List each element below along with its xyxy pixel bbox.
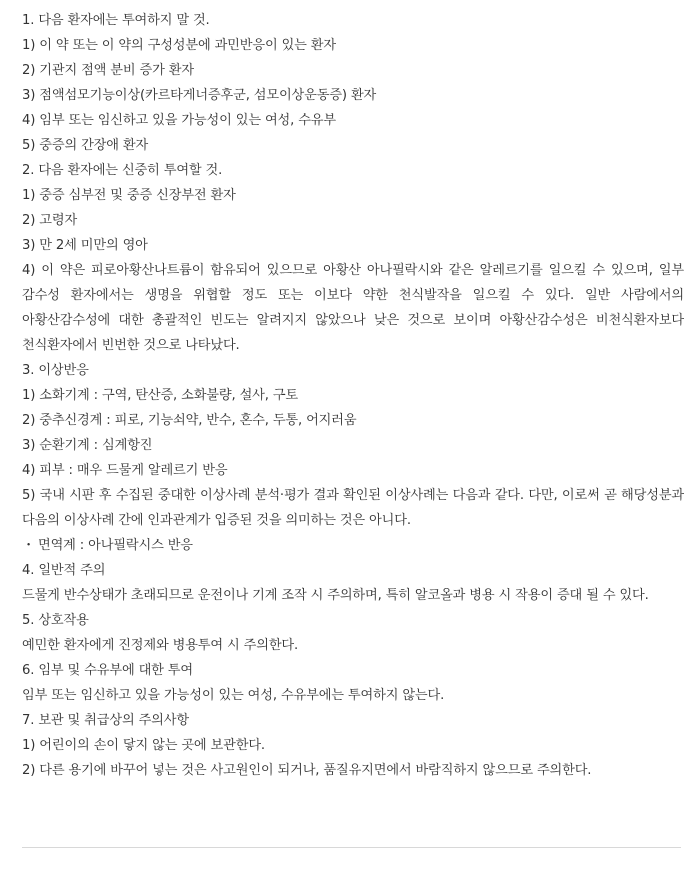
section-4-text: 드물게 반수상태가 초래되므로 운전이나 기계 조작 시 주의하며, 특히 알코올과 병용 시 작용이 증대 될 수 있다. <box>22 588 649 603</box>
section-3-bullet-item <box>22 533 684 558</box>
section-1-item-2: 2) 기관지 점액 분비 증가 환자 <box>22 63 194 78</box>
section-3-bullet-text: 면역계 : 아나필락시스 반응 <box>38 538 193 553</box>
section-2-item-3: 3) 만 2세 미만의 영아 <box>22 238 148 253</box>
section-6-title: 6. 임부 및 수유부에 대한 투여 <box>22 663 193 678</box>
section-2-item-4: 4) 이 약은 피로아황산나트륨이 함유되어 있으므로 아황산 아나필락시와 같은 알레르기를 일으킬 수 있으며, 일부 감수성 환자에서는 생명을 위협할 정도 또는 이보다 약한 천식발작을 일으킬 수 있다. 일반 사람에서의 아황산감수성에 대한 총괄적인 빈도는 알려지지 않았으나 낮은 것으로 보이며 아황산감수성은 비천식환자보다 천식환자에서 빈번한 것으로 나타났다. <box>22 263 684 353</box>
section-3-item-3: 3) 순환기계 : 심계항진 <box>22 438 153 453</box>
section-5-title: 5. 상호작용 <box>22 613 89 628</box>
bottom-divider <box>22 847 681 848</box>
bullet-icon: ・ <box>22 538 36 553</box>
section-3-item-2: 2) 중추신경계 : 피로, 기능쇠약, 반수, 혼수, 두통, 어지러움 <box>22 413 357 428</box>
section-2-item-1: 1) 중증 심부전 및 중증 신장부전 환자 <box>22 188 236 203</box>
section-3-item-5: 5) 국내 시판 후 수집된 중대한 이상사례 분석·평가 결과 확인된 이상사례는 다음과 같다. 다만, 이로써 곧 해당성분과 다음의 이상사례 간에 인과관계가 입증된 것을 의미하는 것은 아니다. <box>22 488 684 528</box>
section-3-item-4: 4) 피부 : 매우 드물게 알레르기 반응 <box>22 463 228 478</box>
section-3-item-1: 1) 소화기계 : 구역, 탄산증, 소화불량, 설사, 구토 <box>22 388 299 403</box>
section-1-item-1: 1) 이 약 또는 이 약의 구성성분에 과민반응이 있는 환자 <box>22 38 336 53</box>
section-7-title: 7. 보관 및 취급상의 주의사항 <box>22 713 189 728</box>
section-2-title: 2. 다음 환자에는 신중히 투여할 것. <box>22 163 223 178</box>
section-3-title: 3. 이상반응 <box>22 363 89 378</box>
section-1-item-5: 5) 중증의 간장애 환자 <box>22 138 149 153</box>
section-1-item-4: 4) 임부 또는 임신하고 있을 가능성이 있는 여성, 수유부 <box>22 113 336 128</box>
section-1-title: 1. 다음 환자에는 투여하지 말 것. <box>22 13 210 28</box>
section-7-item-2: 2) 다른 용기에 바꾸어 넣는 것은 사고원인이 되거나, 품질유지면에서 바람직하지 않으므로 주의한다. <box>22 763 592 778</box>
section-6-text: 임부 또는 임신하고 있을 가능성이 있는 여성, 수유부에는 투여하지 않는다. <box>22 688 445 703</box>
section-1-item-3: 3) 점액섬모기능이상(카르타게너증후군, 섬모이상운동증) 환자 <box>22 88 377 103</box>
section-4-title: 4. 일반적 주의 <box>22 563 106 578</box>
section-7-item-1: 1) 어린이의 손이 닿지 않는 곳에 보관한다. <box>22 738 265 753</box>
drug-precautions-document <box>22 8 684 783</box>
section-5-text: 예민한 환자에게 진정제와 병용투여 시 주의한다. <box>22 638 299 653</box>
section-2-item-2: 2) 고령자 <box>22 213 78 228</box>
